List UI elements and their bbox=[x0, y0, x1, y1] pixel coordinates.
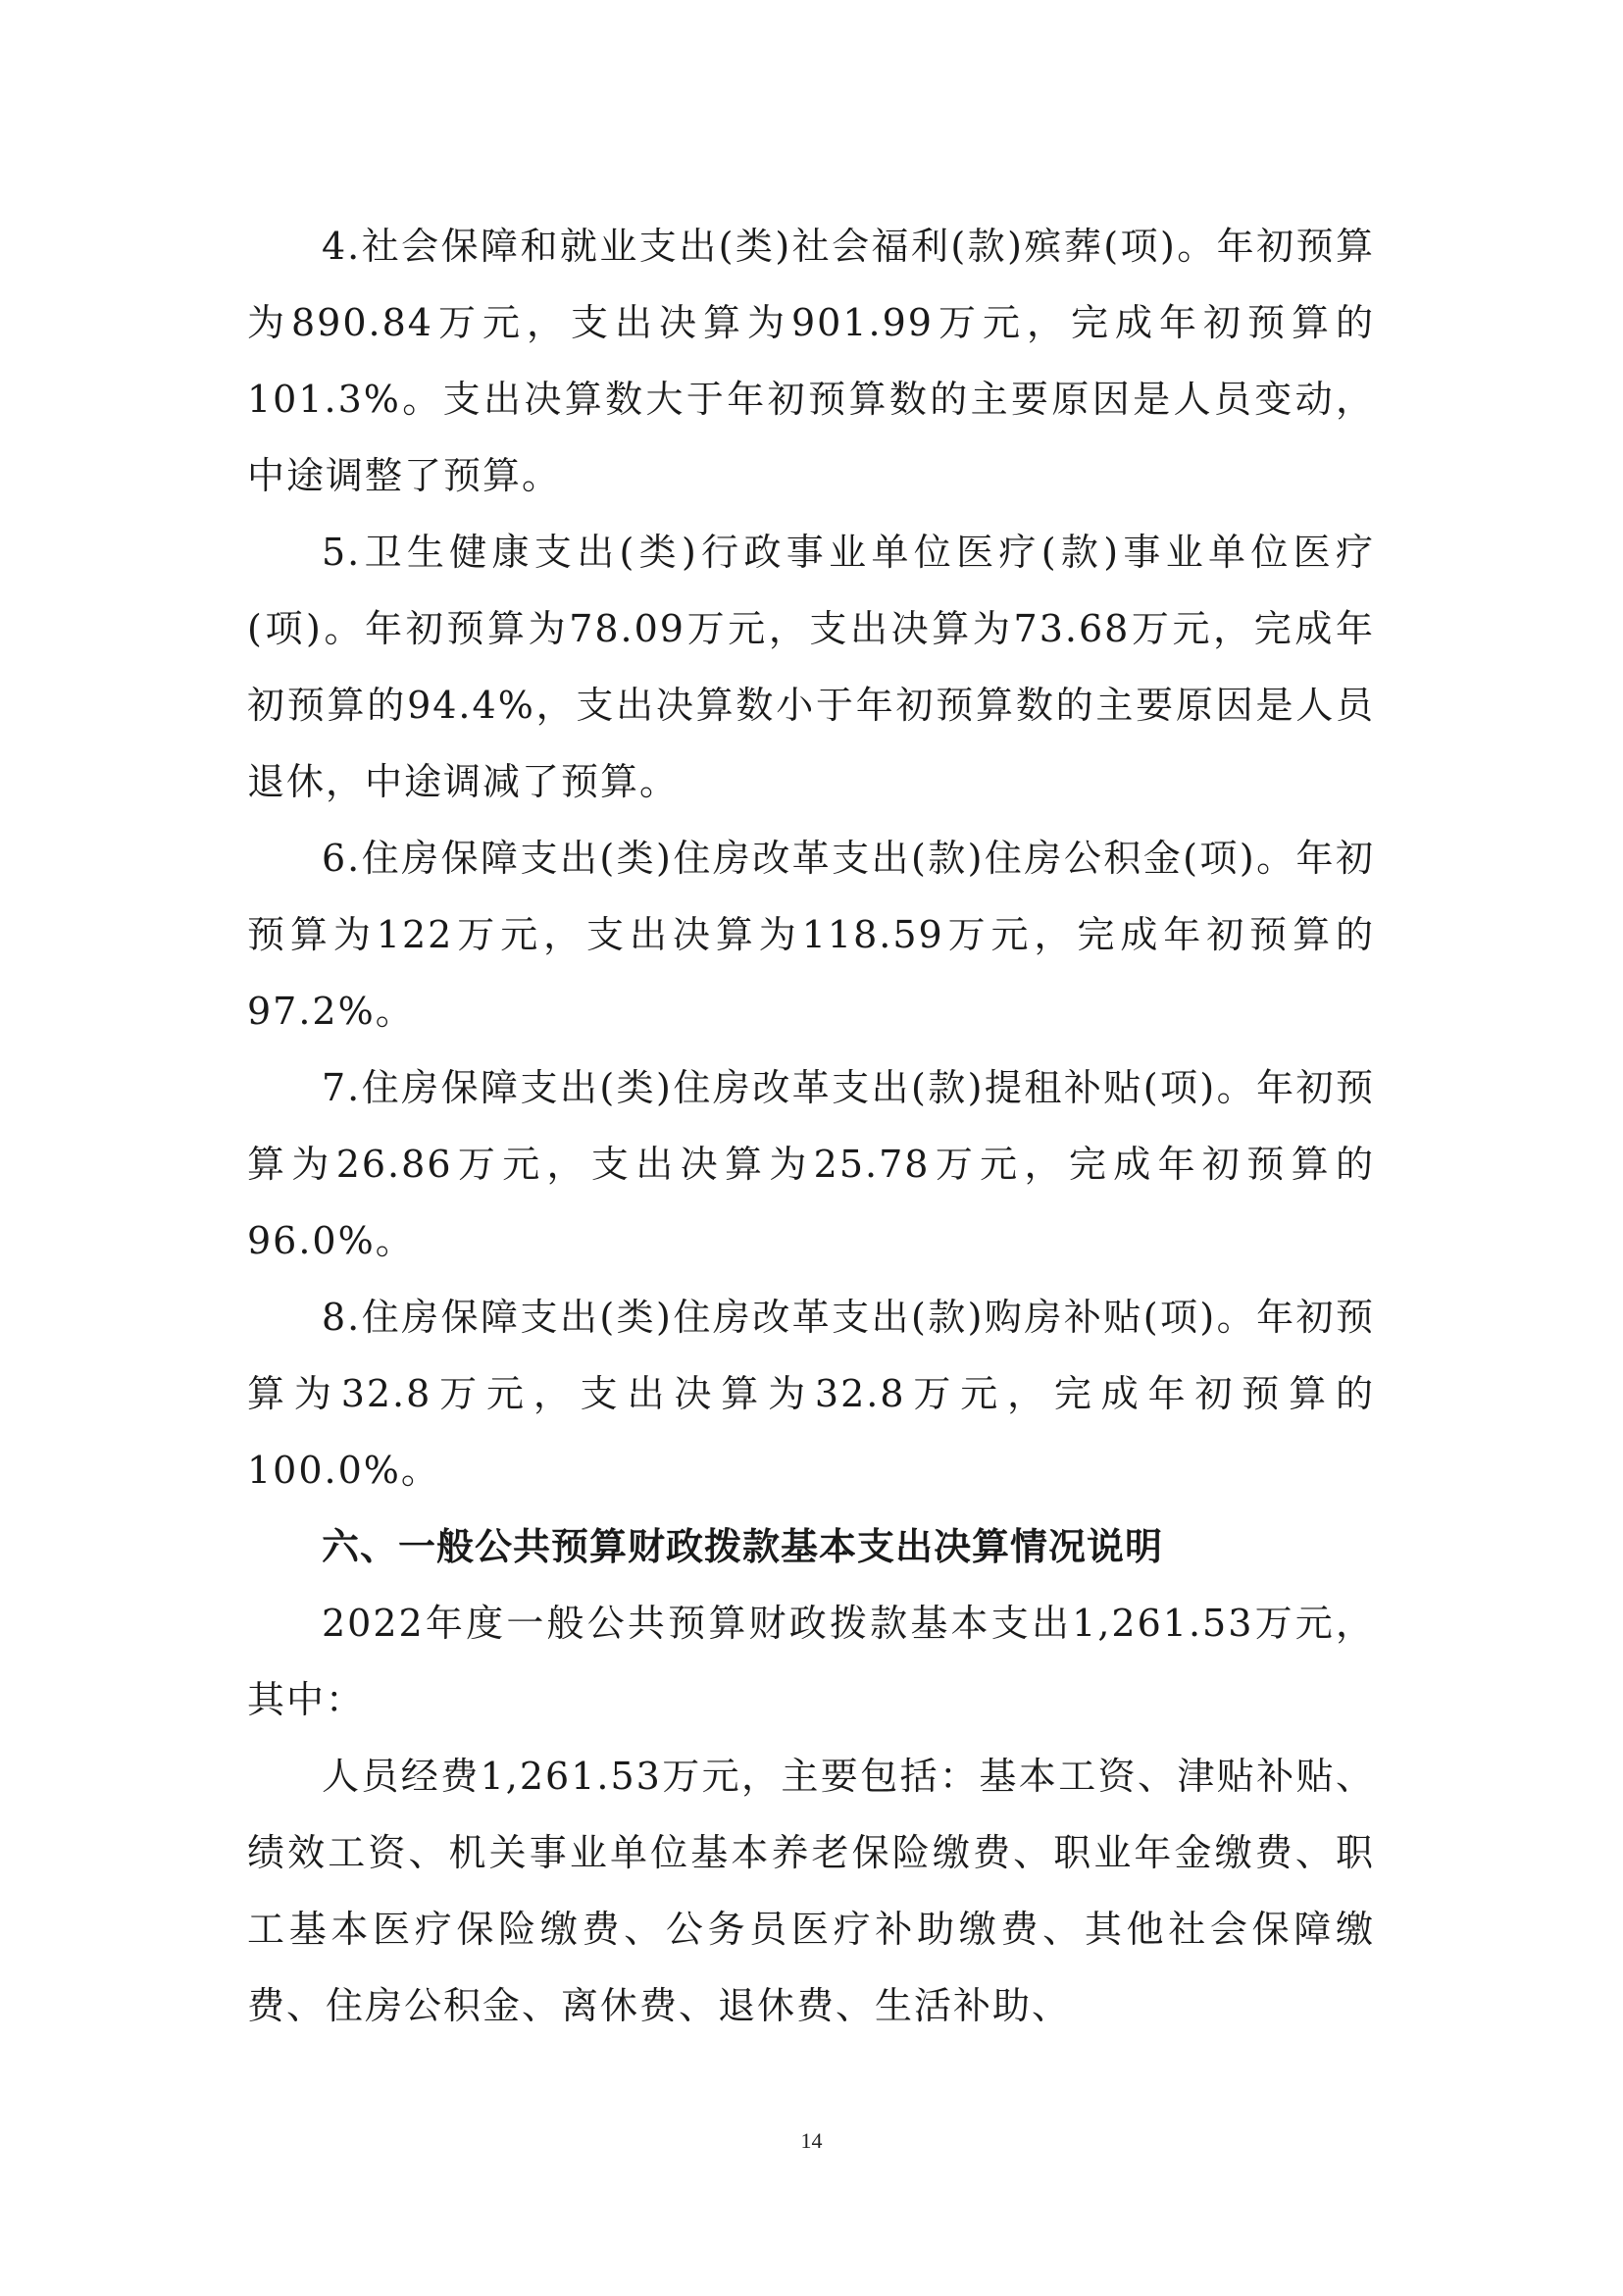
section-paragraph-total: 2022年度一般公共预算财政拨款基本支出1,261.53万元，其中： bbox=[247, 1602, 1375, 1721]
paragraph-item-8: 8.住房保障支出(类)住房改革支出(款)购房补贴(项)。年初预算为32.8万元，支出决算为32.8万元，完成年初预算的100.0%。 bbox=[247, 1296, 1375, 1492]
paragraph-item-7: 7.住房保障支出(类)住房改革支出(款)提租补贴(项)。年初预算为26.86万元，支出决算为25.78万元，完成年初预算的96.0%。 bbox=[247, 1066, 1375, 1262]
page-body bbox=[247, 208, 1375, 2044]
page-number: 14 bbox=[800, 2128, 823, 2153]
section-heading: 六、一般公共预算财政拨款基本支出决算情况说明 bbox=[322, 1525, 1164, 1568]
paragraph-item-5: 5.卫生健康支出(类)行政事业单位医疗(款)事业单位医疗(项)。年初预算为78.09万元，支出决算为73.68万元，完成年初预算的94.4%，支出决算数小于年初预算数的主要原因是人员退休，中途调减了预算。 bbox=[247, 531, 1375, 803]
paragraph-item-6: 6.住房保障支出(类)住房改革支出(款)住房公积金(项)。年初预算为122万元，支出决算为118.59万元，完成年初预算的97.2%。 bbox=[247, 837, 1375, 1033]
paragraph-item-4: 4.社会保障和就业支出(类)社会福利(款)殡葬(项)。年初预算为890.84万元，支出决算为901.99万元，完成年初预算的101.3%。支出决算数大于年初预算数的主要原因是人员变动，中途调整了预算。 bbox=[247, 225, 1375, 497]
section-paragraph-personnel: 人员经费1,261.53万元，主要包括：基本工资、津贴补贴、绩效工资、机关事业单位基本养老保险缴费、职业年金缴费、职工基本医疗保险缴费、公务员医疗补助缴费、其他社会保障缴费、住房公积金、离休费、退休费、生活补助、 bbox=[247, 1755, 1375, 2027]
